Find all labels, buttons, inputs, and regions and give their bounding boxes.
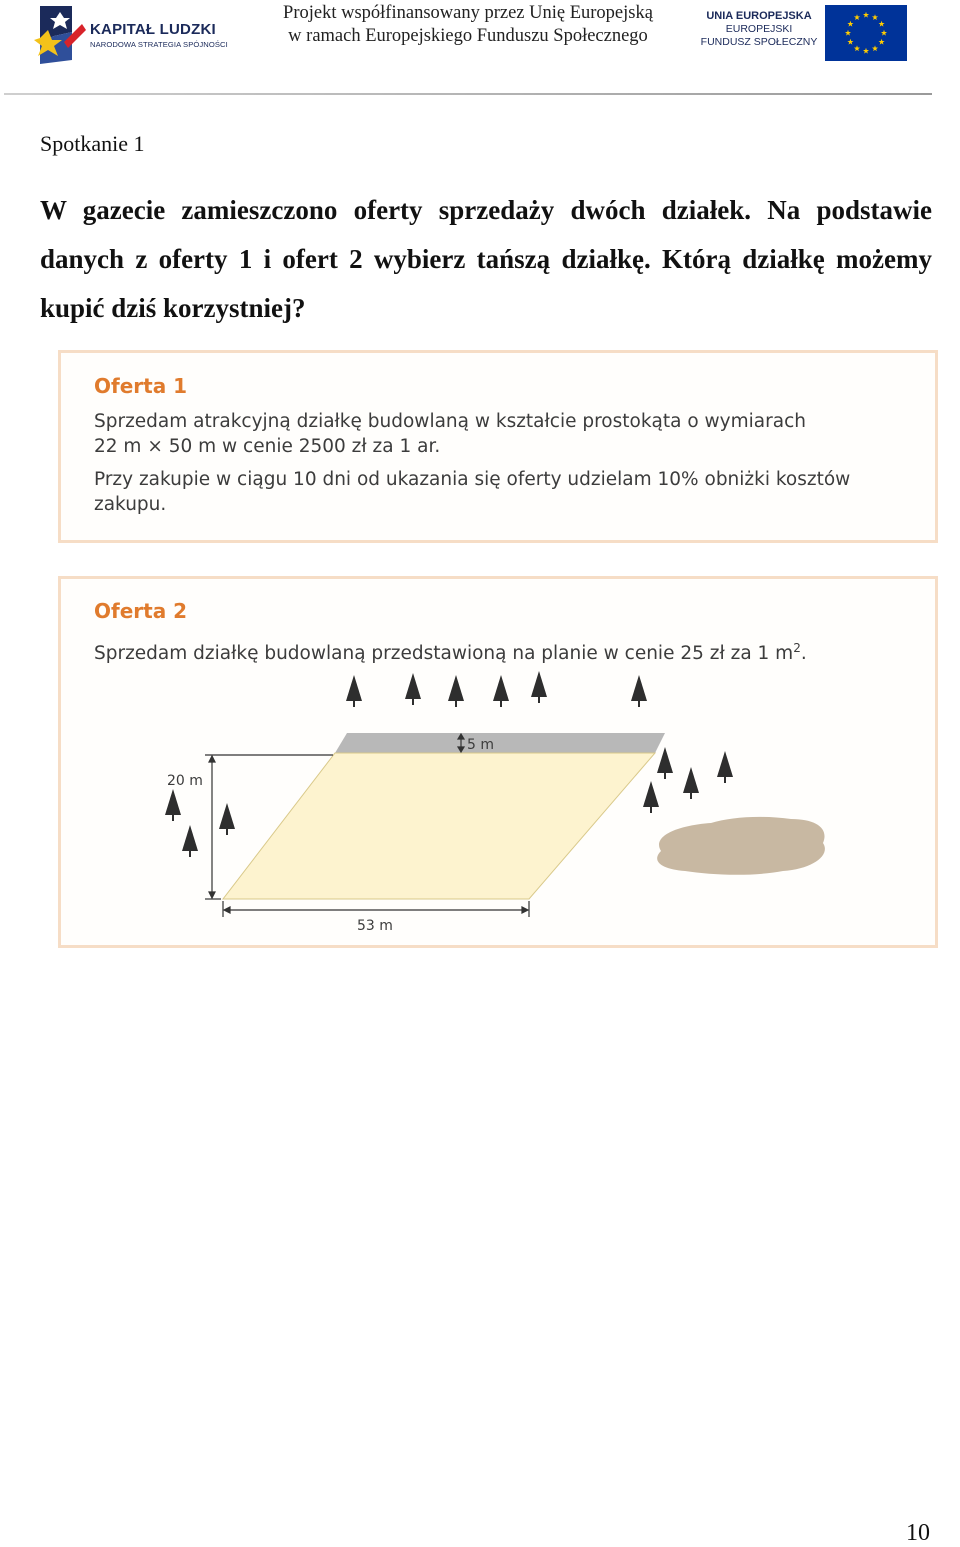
offer-1-box	[58, 350, 938, 543]
tree-icon	[683, 767, 699, 799]
offer-2-text-sup: 2	[793, 641, 801, 655]
header-divider	[4, 93, 932, 95]
tree-icon	[531, 671, 547, 703]
eu-fund-label	[700, 10, 818, 49]
tree-icon	[219, 803, 235, 835]
road-strip	[335, 733, 665, 753]
offer-2-text-end: .	[800, 643, 807, 665]
plot-plan	[61, 579, 935, 945]
offer-2-text-main: Sprzedam działkę budowlaną przedstawioną na planie w cenie 25 zł za 1 m	[94, 643, 794, 665]
project-funding-note	[258, 2, 678, 48]
offer-1-line-1: Sprzedam atrakcyjną działkę budowlaną w kształcie prostokąta o wymiarach	[94, 411, 806, 432]
project-line-2: w ramach Europejskiego Funduszu Społecznego	[288, 26, 648, 46]
base-dimension	[223, 901, 529, 917]
eu-line-1: UNIA EUROPEJSKA	[706, 10, 812, 22]
offer-2-box	[58, 576, 938, 948]
tree-icon	[631, 675, 647, 707]
tree-icon	[643, 781, 659, 813]
eu-flag-icon	[825, 5, 907, 61]
tree-icon	[448, 675, 464, 707]
tree-icon	[182, 825, 198, 857]
offer-1-title: Oferta 1	[94, 374, 188, 398]
tree-icon	[165, 789, 181, 821]
eu-line-3: FUNDUSZ SPOŁECZNY	[700, 36, 818, 48]
eu-line-2: EUROPEJSKI	[725, 23, 793, 35]
logo-title: KAPITAŁ LUDZKI	[90, 21, 216, 38]
kapital-ludzki-logo	[34, 2, 264, 66]
task-text: W gazecie zamieszczono oferty sprzedaży dwóch działek. Na podstawie danych z oferty 1 i ofert 2 wybierz tańszą działkę. Którą działkę możemy kupić dziś korzystniej?	[40, 195, 932, 323]
pond-shape	[657, 817, 825, 875]
offer-2-title: Oferta 2	[94, 599, 188, 623]
kapital-ludzki-emblem-icon	[34, 2, 94, 66]
tree-icon	[657, 747, 673, 779]
tree-icon	[493, 675, 509, 707]
page-number: 10	[906, 1520, 930, 1546]
project-line-1: Projekt współfinansowany przez Unię Europejską	[283, 3, 653, 23]
offer-1-line-4: zakupu.	[94, 494, 167, 515]
height-label: 20 m	[167, 773, 203, 789]
page-header	[0, 0, 960, 98]
offer-1-line-2: 22 m × 50 m w cenie 2500 zł za 1 ar.	[94, 436, 441, 457]
tree-icon	[717, 751, 733, 783]
logo-subtitle: NARODOWA STRATEGIA SPÓJNOŚCI	[90, 40, 228, 49]
tree-icon	[346, 675, 362, 707]
meeting-label: Spotkanie 1	[40, 131, 145, 156]
tree-icon	[405, 673, 421, 705]
plot-shape	[223, 753, 655, 899]
road-width-label: 5 m	[467, 737, 494, 753]
base-label: 53 m	[357, 918, 393, 934]
offer-1-line-3: Przy zakupie w ciągu 10 dni od ukazania się oferty udzielam 10% obniżki kosztów	[94, 469, 851, 490]
